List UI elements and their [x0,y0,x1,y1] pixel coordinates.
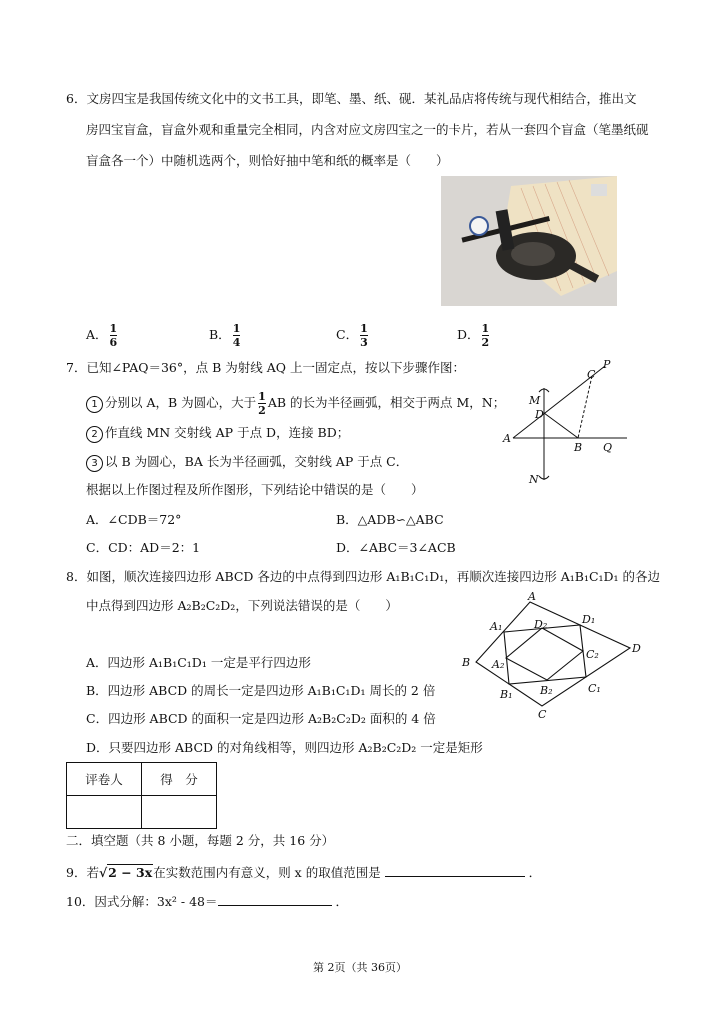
q6-option-a [86,323,119,348]
q6-option-d-num: 1 [481,322,490,335]
q8-label-c1: C₁ [588,682,601,695]
q7-step3-text: 以 B 为圆心，BA 长为半径画弧，交射线 AP 于点 C． [105,454,409,469]
q7-option-b: B．△ADB∽△ABC [336,512,444,527]
q6-option-c-label: C． [336,327,359,342]
q6-option-a-den: 6 [109,336,118,349]
q7-option-a: A．∠CDB＝72° [86,512,182,527]
score-header: 得 分 [142,763,217,796]
q10-answer-blank[interactable] [218,893,332,906]
q6-option-c [336,323,370,348]
q6-option-d-den: 2 [481,336,490,349]
q6-option-b-den: 4 [232,336,241,349]
q8-label-b: B [462,656,471,669]
q7-step1-a: 分别以 A，B 为圆心，大于 [105,395,257,410]
step-2-marker: 2 [86,426,103,443]
q7-label-b: B [574,441,583,454]
q6-option-d-label: D． [457,327,480,342]
q8-label-d1: D₁ [582,613,596,626]
q8-line2: 中点得到四边形 A₂B₂C₂D₂，下列说法错误的是（ ） [86,598,398,613]
q7-label-n: N [529,473,539,486]
q7-label-c: C [587,368,596,381]
q10-end: ． [335,894,348,909]
q6-option-c-num: 1 [360,322,368,335]
q6-option-a-fraction [110,323,118,348]
q7-figure [495,358,635,488]
q9-end: ． [528,865,542,880]
q8-option-c: C．四边形 ABCD 的面积一定是四边形 A₂B₂C₂D₂ 面积的 4 倍 [86,711,436,726]
four-treasures-photo [441,176,617,306]
q8-option-d: D．只要四边形 ABCD 的对角线相等，则四边形 A₂B₂C₂D₂ 一定是矩形 [86,740,483,755]
q7-label-a: A [503,432,511,445]
q8-option-a: A．四边形 A₁B₁C₁D₁ 一定是平行四边形 [86,655,311,670]
q8-label-a2: A₂ [492,658,505,671]
q8-label-c2: C₂ [586,648,599,661]
q7-step2 [86,425,349,443]
q8-label-b2: B₂ [540,684,553,697]
q6-option-d [457,323,491,348]
q7-label-q: Q [603,441,613,454]
q7-label-d: D [535,408,544,421]
q7-line1: 7．已知∠PAQ＝36°，点 B 为射线 AQ 上一固定点，按以下步骤作图： [66,360,465,375]
step-3-marker: 3 [86,455,103,472]
q10-pre: 10．因式分解：3x² - 48＝ [66,894,218,909]
score-table [66,762,217,829]
reviewer-cell[interactable] [67,796,142,829]
q7-step3 [86,454,408,472]
q8-figure [458,590,650,725]
q7-line5: 根据以上作图过程及所作图形，下列结论中错误的是（ ） [86,482,424,497]
q8-line1: 8．如图，顺次连接四边形 ABCD 各边的中点得到四边形 A₁B₁C₁D₁，再顺次连接四边形 A₁B₁C₁D₁ 的各边 [66,569,661,584]
q7-step1 [86,391,505,416]
q9-post: 在实数范围内有意义，则 x 的取值范围是 [153,865,381,880]
q8-label-b1: B₁ [500,688,513,701]
q7-step1-b: AB 的长为半径画弧，相交于两点 M，N； [267,395,506,410]
q6-option-b [209,323,242,348]
q6-option-b-num: 1 [232,322,241,335]
q6-line3: 盲盒各一个）中随机选两个，则恰好抽中笔和纸的概率是（ ） [86,153,449,168]
q9-answer-blank[interactable] [385,864,525,877]
page-footer: 第 2页（共 36页） [313,961,407,974]
q6-line2: 房四宝盲盒，盲盒外观和重量完全相同，内含对应文房四宝之一的卡片，若从一套四个盲盒（笔墨纸砚 [86,122,649,137]
q8-label-d: D [632,642,641,655]
q7-step1-num: 1 [258,390,266,403]
q6-option-b-fraction [233,323,241,348]
q9-radicand: 2 − 3x [108,865,153,880]
reviewer-header: 评卷人 [67,763,142,796]
q7-option-d: D．∠ABC＝3∠ACB [336,540,456,555]
q6-option-a-label: A． [86,327,108,342]
q6-option-c-den: 3 [360,336,368,349]
q7-option-c: C．CD：AD＝2：1 [86,540,201,555]
section-2-heading: 二．填空题（共 8 小题，每题 2 分，共 16 分） [66,833,335,848]
q6-option-b-label: B． [209,327,231,342]
q6-option-c-fraction [360,323,368,348]
q8-label-c: C [538,708,547,721]
q6-line1: 6．文房四宝是我国传统文化中的文书工具，即笔、墨、纸、砚．某礼品店将传统与现代相结合，推出文 [66,91,637,106]
q6-option-a-num: 1 [109,322,118,335]
q7-step2-text: 作直线 MN 交射线 AP 于点 D，连接 BD； [105,425,350,440]
q10 [66,893,348,910]
q8-option-b: B．四边形 ABCD 的周长一定是四边形 A₁B₁C₁D₁ 周长的 2 倍 [86,683,436,698]
q8-label-d2: D₂ [534,618,548,631]
score-cell[interactable] [142,796,217,829]
q7-label-m: M [529,394,541,407]
q7-label-p: P [603,358,611,371]
q9-pre: 9．若 [66,865,99,880]
q6-option-d-fraction [482,323,490,348]
q8-label-a1: A₁ [490,620,503,633]
q7-step1-den: 2 [258,404,266,417]
q9 [66,864,541,881]
q9-sqrt: √2 − 3x [98,865,153,880]
q8-label-a: A [528,590,536,603]
q7-step1-fraction [258,391,266,416]
step-1-marker: 1 [86,396,103,413]
